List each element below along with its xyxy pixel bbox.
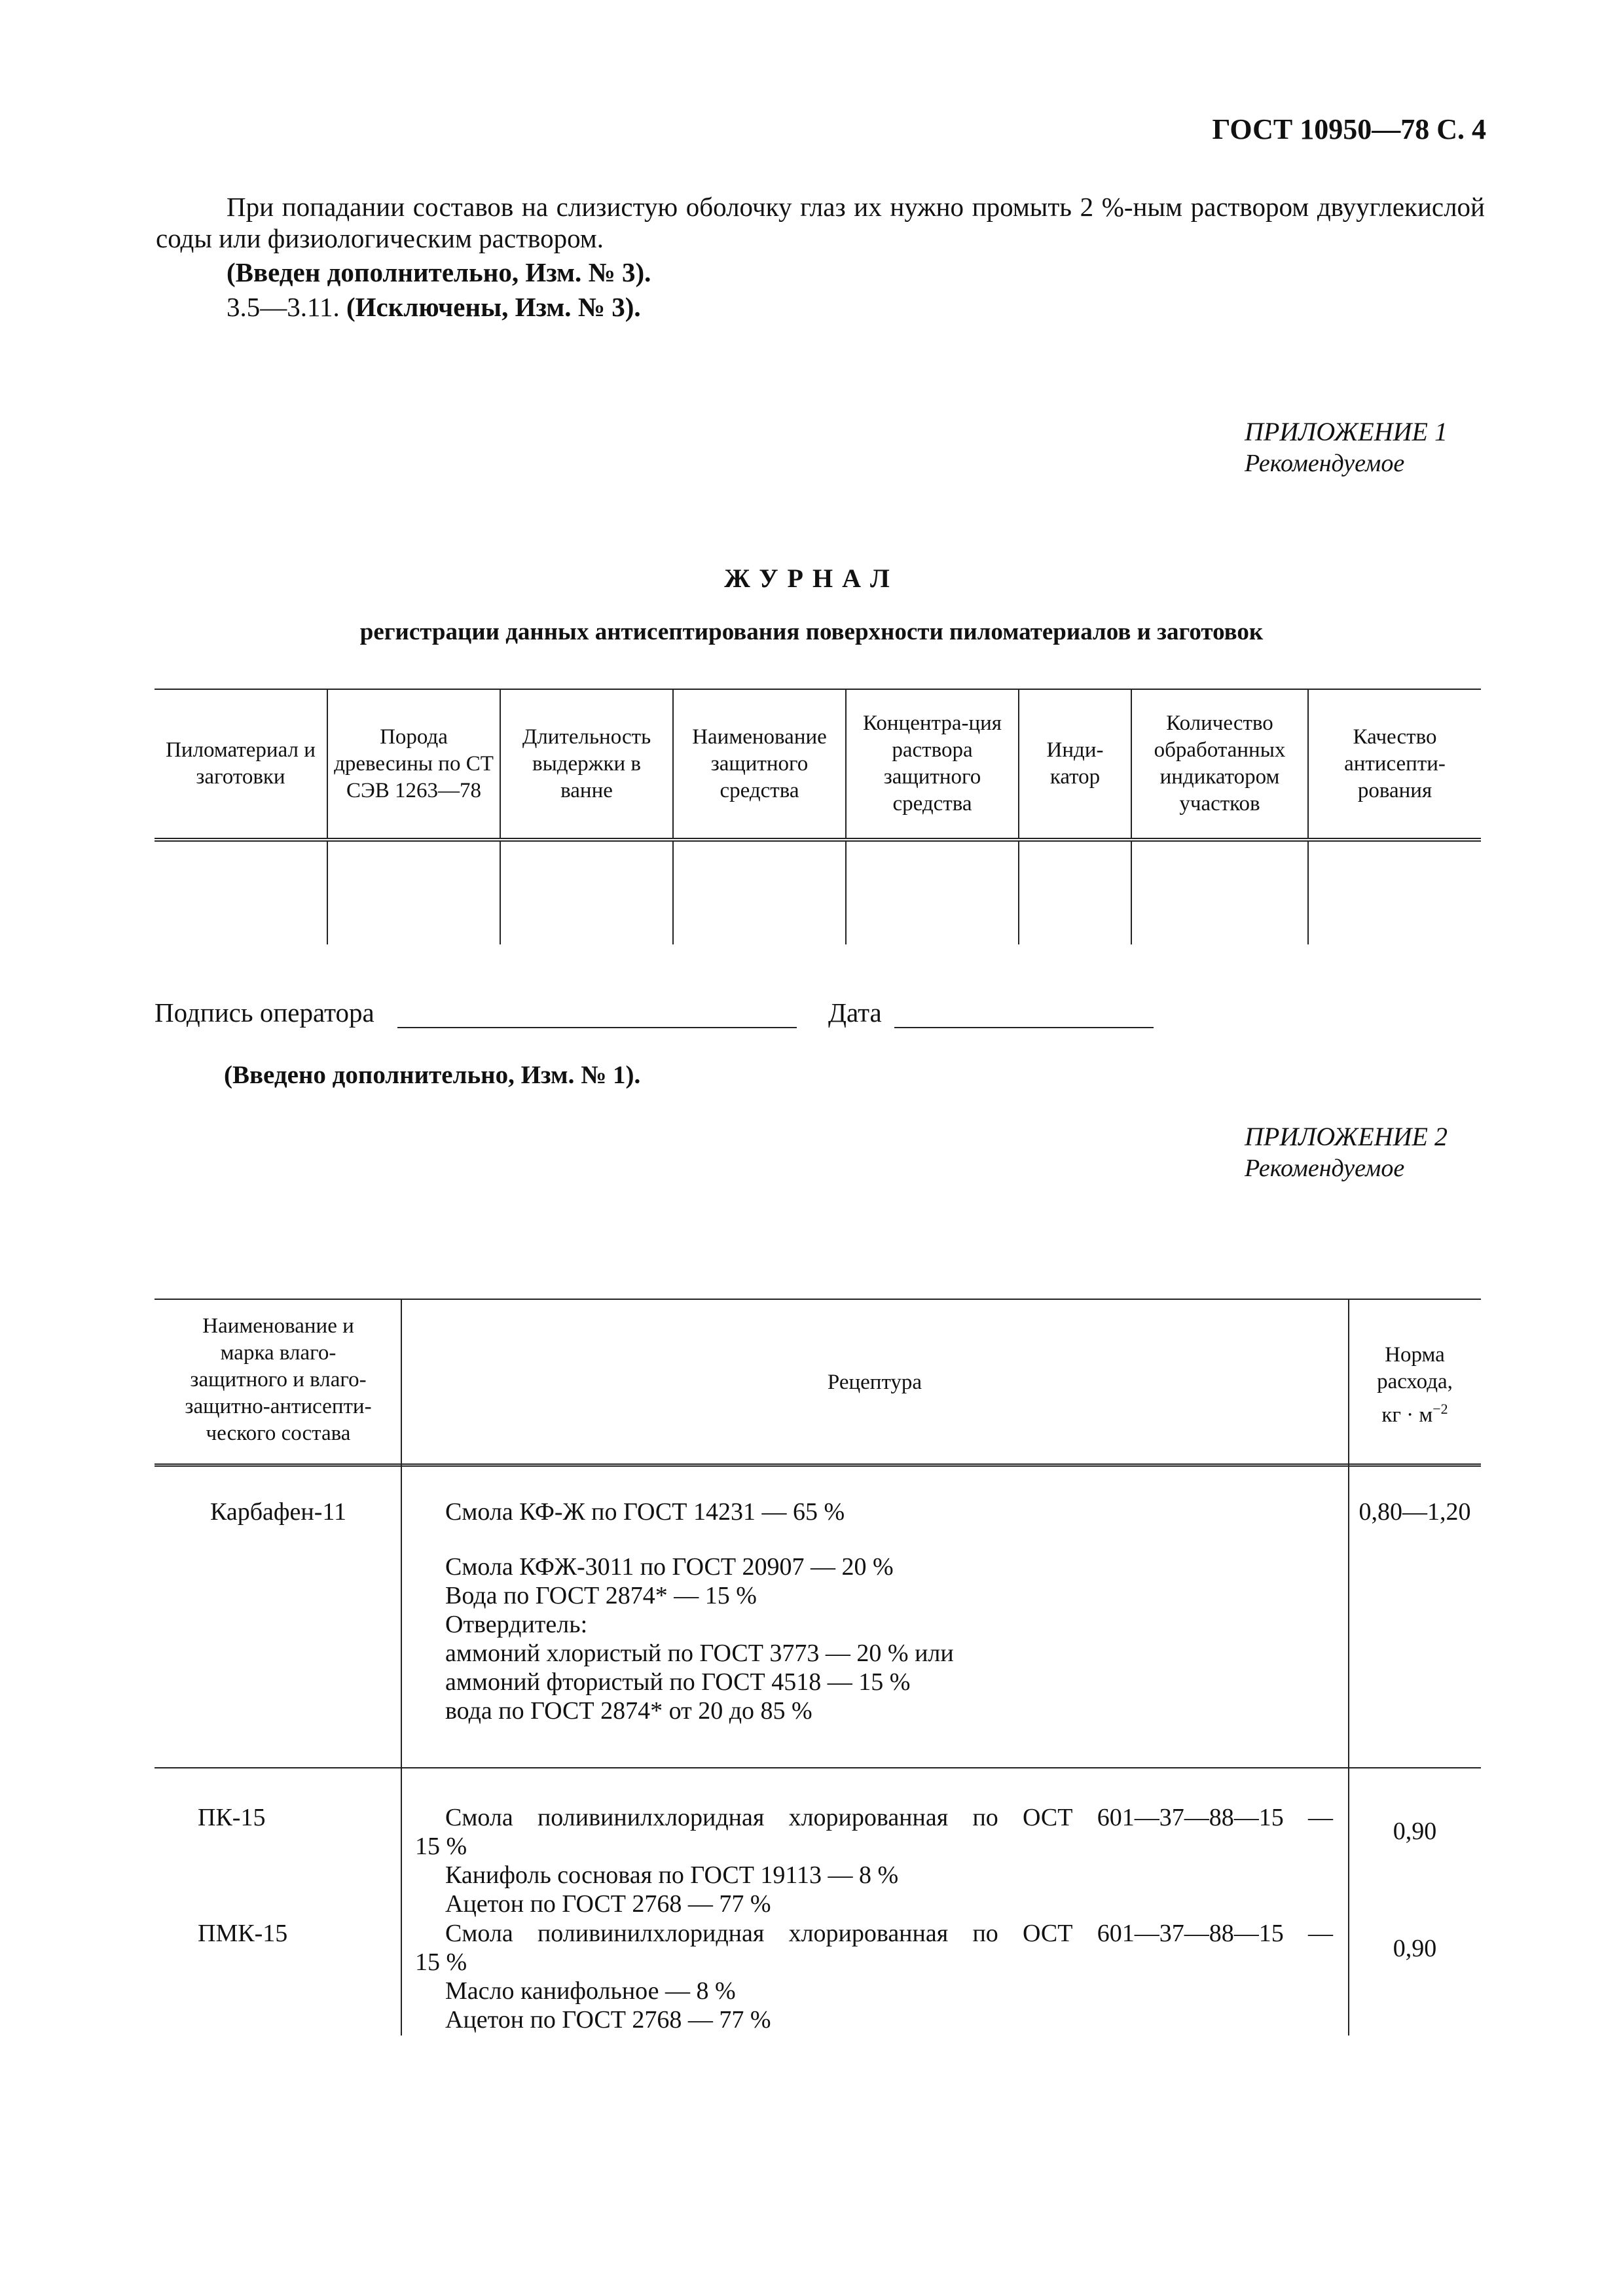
date-line [894, 1027, 1154, 1028]
appendix-1-status: Рекомендуемое [1245, 450, 1405, 477]
safety-paragraph [156, 191, 1485, 254]
document-code: ГОСТ 10950—78 С. 4 [1212, 113, 1486, 145]
recipe-line: аммоний фтористый по ГОСТ 4518 — 15 % [445, 1668, 911, 1696]
recipe-line: Вода по ГОСТ 2874* — 15 % [445, 1582, 757, 1609]
journal-column-header: Порода древесины по СТ СЭВ 1263—78 [327, 689, 500, 840]
header-line: защитного и влаго- [190, 1368, 367, 1391]
excluded-clauses [227, 291, 641, 323]
journal-column-header: Концентра-ция раствора защитного средства [846, 689, 1019, 840]
journal-title: ЖУРНАЛ [724, 564, 899, 593]
journal-table-empty-row [155, 840, 1481, 944]
journal-column-header: Инди-катор [1019, 689, 1131, 840]
recipe-table-divider [401, 1299, 402, 2036]
recipe-line: Ацетон по ГОСТ 2768 — 77 % [445, 1890, 771, 1918]
journal-column-header: Количество обработанных индикатором участков [1131, 689, 1308, 840]
recipe-table-row-border [155, 1767, 1481, 1768]
appendix-2-title: ПРИЛОЖЕНИЕ 2 [1245, 1122, 1448, 1151]
header-line: марка влаго- [220, 1341, 337, 1365]
excluded-clauses-note: (Исключены, Изм. № 3). [346, 292, 641, 322]
recipe-line: 15 % [415, 1948, 467, 1976]
recipe-norm: 0,90 [1393, 1818, 1437, 1845]
journal-column-header: Наименование защитного средства [673, 689, 846, 840]
header-line: Наименование и [202, 1314, 354, 1338]
recipe-line: вода по ГОСТ 2874* от 20 до 85 % [445, 1697, 812, 1725]
empty-cell [1131, 840, 1308, 944]
recipe-line: Смола поливинилхлоридная хлорированная по ОСТ 601—37—88—15 — [445, 1804, 1333, 1831]
recipe-formula [415, 1803, 1333, 1918]
recipe-name: ПМК-15 [198, 1920, 288, 1947]
signature-line [397, 1027, 797, 1028]
empty-cell [500, 840, 673, 944]
recipe-formula [445, 1498, 1332, 1725]
header-line: защитно-антисепти- [185, 1395, 372, 1418]
signature-label: Подпись оператора [155, 997, 374, 1028]
recipe-table-top-border [155, 1299, 1481, 1300]
appendix-2-status: Рекомендуемое [1245, 1155, 1405, 1182]
empty-cell [846, 840, 1019, 944]
journal-subtitle: регистрации данных антисептирования поверхности пиломатериалов и заготовок [359, 619, 1264, 645]
header-line: расхода, [1377, 1370, 1453, 1393]
journal-column-header: Качество антисепти-рования [1308, 689, 1481, 840]
journal-column-header: Длительность выдержки в ванне [500, 689, 673, 840]
header-line: Норма [1385, 1343, 1445, 1367]
amendment-note-1: (Введено дополнительно, Изм. № 1). [224, 1061, 641, 1089]
safety-paragraph-text: При попадании составов на слизистую оболочку глаз их нужно промыть 2 %-ным раствором двууглекислой соды или физиологическим раствором. [156, 192, 1485, 253]
recipe-line: Отвердитель: [445, 1611, 588, 1638]
recipe-line: аммоний хлористый по ГОСТ 3773 — 20 % или [445, 1640, 954, 1667]
recipe-name-header [157, 1313, 399, 1447]
recipe-line: Ацетон по ГОСТ 2768 — 77 % [445, 2006, 771, 2034]
recipe-line: Смола КФЖ-3011 по ГОСТ 20907 — 20 % [445, 1553, 894, 1581]
amendment-note-3: (Введен дополнительно, Изм. № 3). [227, 257, 651, 287]
journal-table [155, 689, 1481, 944]
recipe-line: Масло канифольное — 8 % [445, 1977, 736, 2005]
journal-column-header: Пиломатериал и заготовки [155, 689, 327, 840]
recipe-formula [415, 1919, 1333, 2034]
empty-cell [155, 840, 327, 944]
excluded-clauses-number: 3.5—3.11. [227, 292, 340, 322]
date-label: Дата [828, 997, 882, 1028]
recipe-table-header-border [155, 1463, 1481, 1467]
recipe-name: Карбафен-11 [210, 1498, 346, 1526]
empty-cell [673, 840, 846, 944]
header-line: кг · $м^{-2}$ [1381, 1401, 1448, 1427]
empty-cell [1019, 840, 1131, 944]
empty-cell [327, 840, 500, 944]
recipe-norm-header [1349, 1342, 1480, 1429]
appendix-1-title: ПРИЛОЖЕНИЕ 1 [1245, 417, 1448, 446]
recipe-line: Смола КФ-Ж по ГОСТ 14231 — 65 % [445, 1498, 845, 1526]
recipe-formula-header: Рецептура [827, 1371, 922, 1394]
recipe-line: Канифоль сосновая по ГОСТ 19113 — 8 % [445, 1861, 899, 1889]
journal-table-header [155, 689, 1481, 840]
recipe-name: ПК-15 [198, 1804, 266, 1831]
recipe-line: Смола поливинилхлоридная хлорированная по ОСТ 601—37—88—15 — [445, 1920, 1333, 1947]
recipe-norm: 0,80—1,20 [1359, 1498, 1471, 1526]
recipe-norm: 0,90 [1393, 1935, 1437, 1962]
empty-cell [1308, 840, 1481, 944]
recipe-line: 15 % [415, 1833, 467, 1860]
header-line: ческого состава [206, 1422, 351, 1445]
